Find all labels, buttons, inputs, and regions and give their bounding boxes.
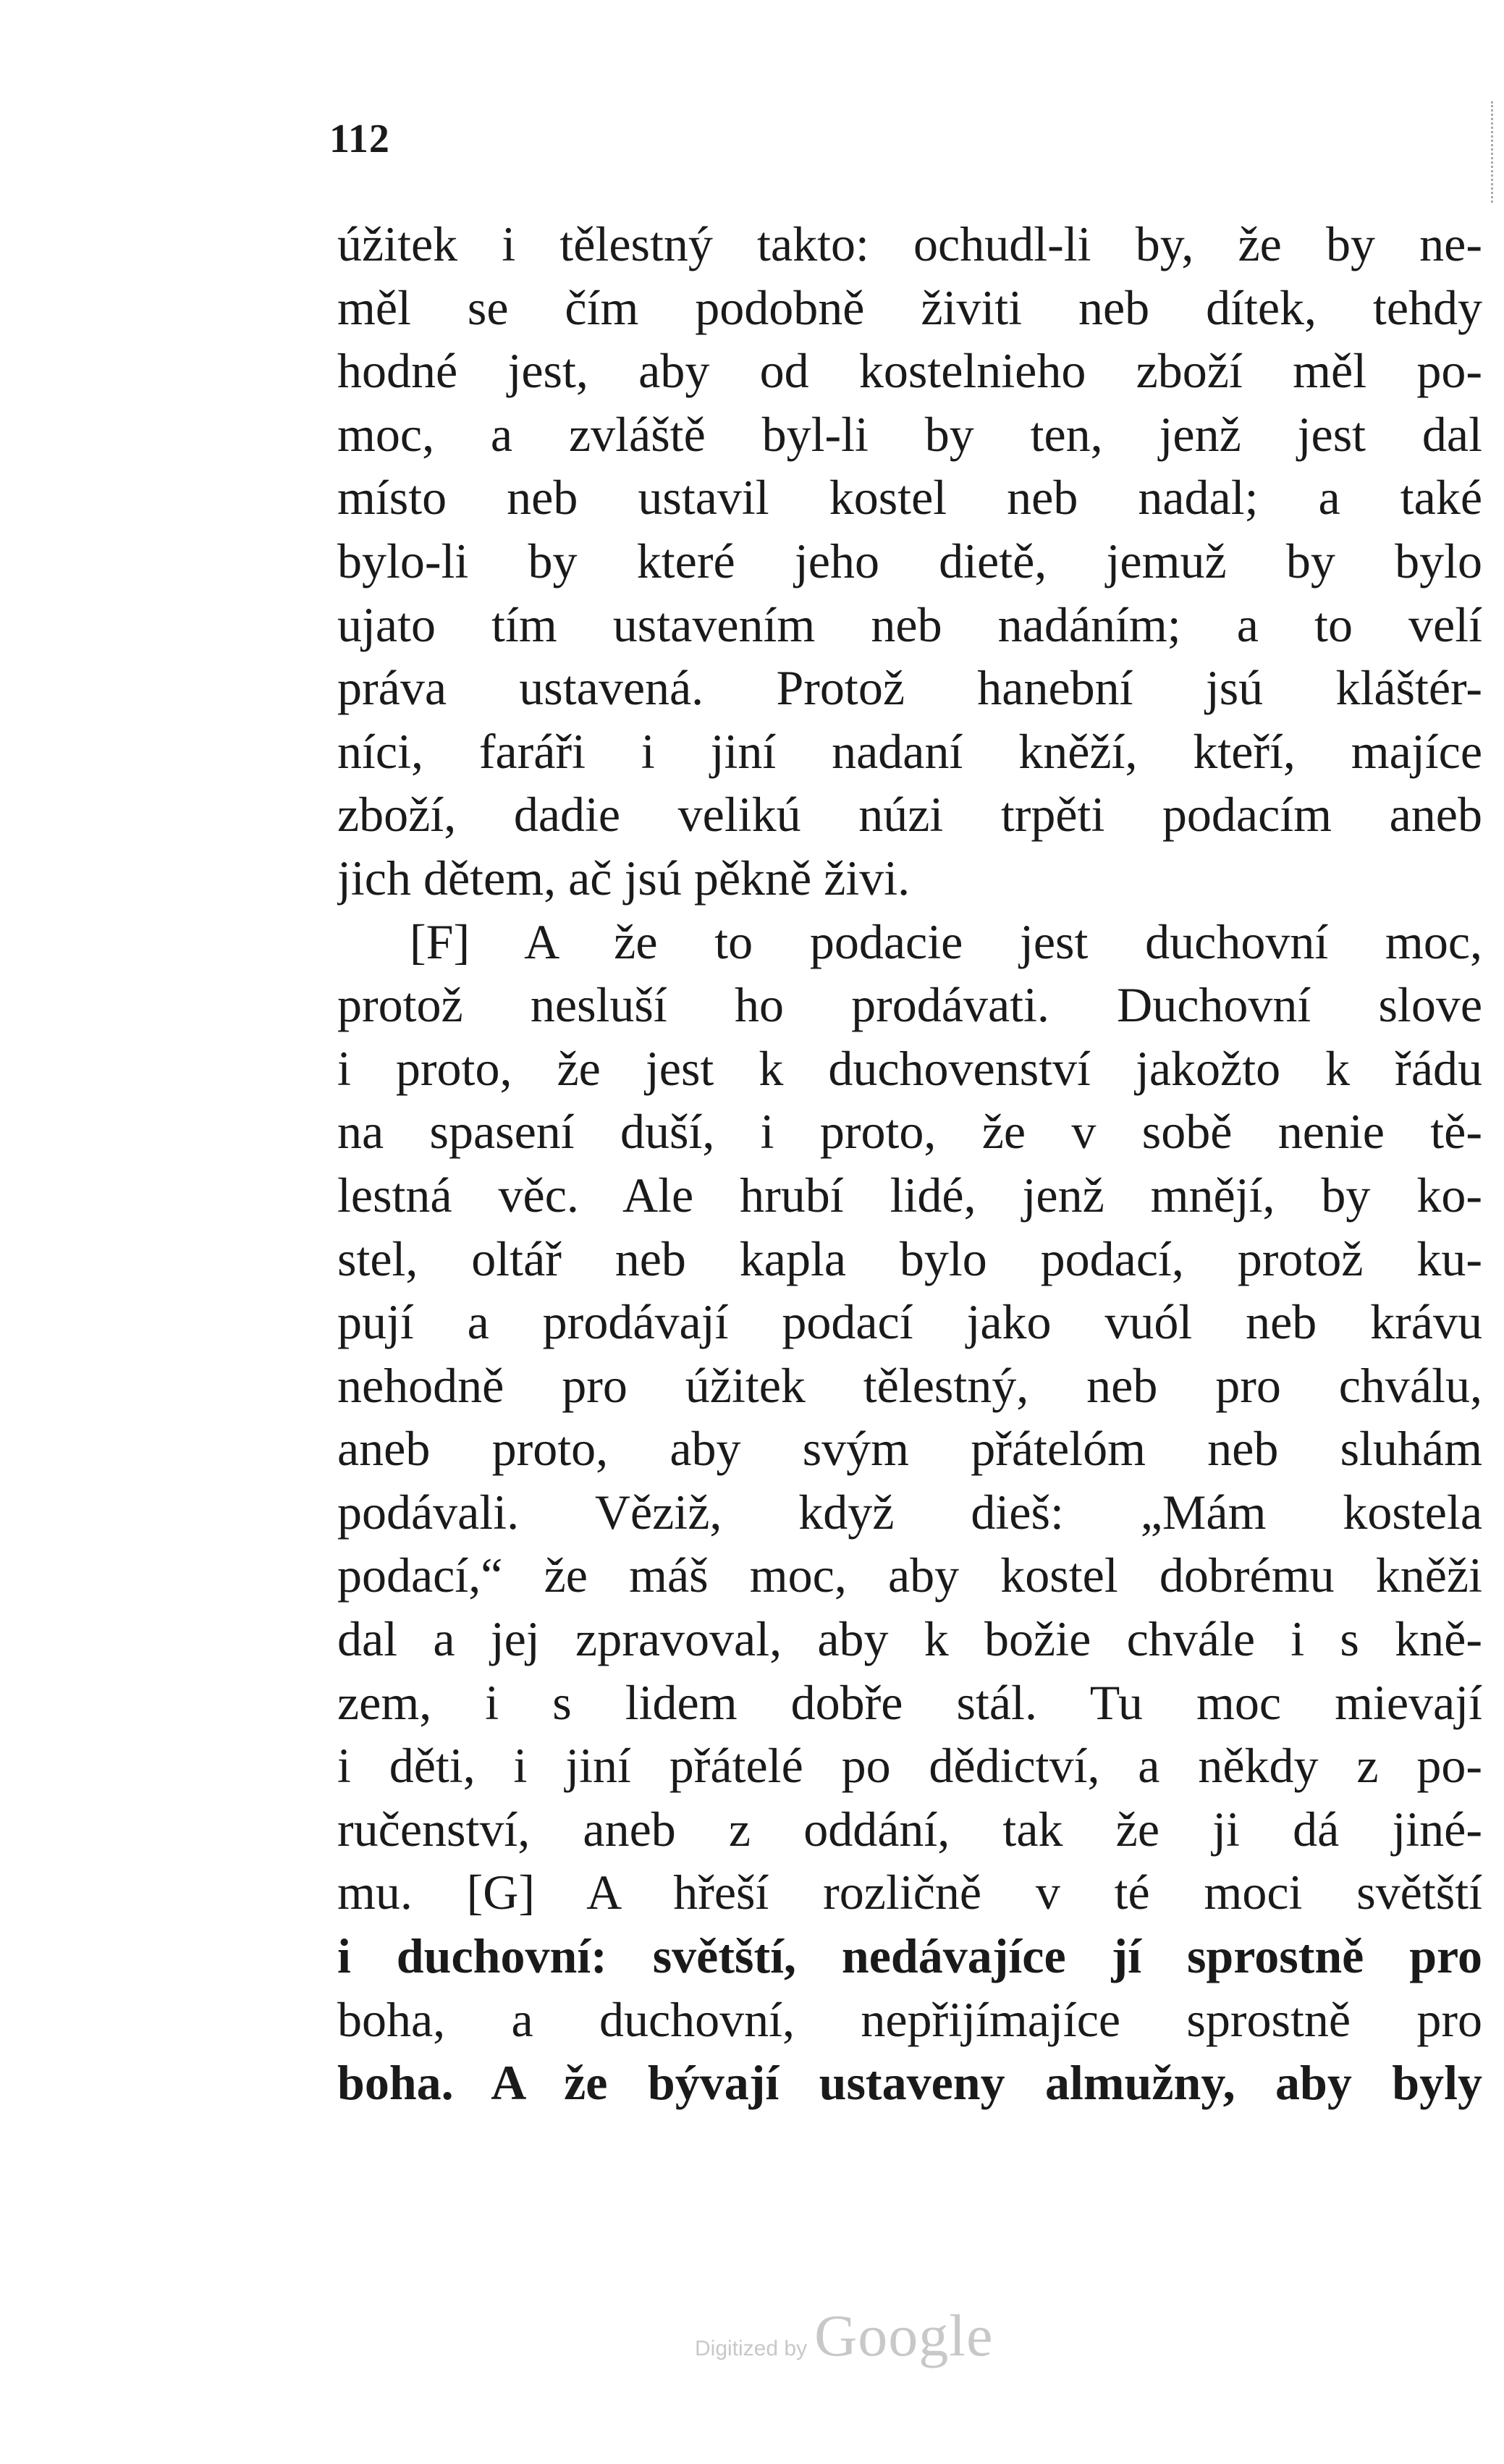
text-line: místo neb ustavil kostel neb nadal; a také <box>337 470 1482 526</box>
text-line: zboží, dadie velikú núzi trpěti podacím aneb <box>337 787 1482 843</box>
text-line: jich dětem, ač jsú pěkně živi. <box>337 850 911 906</box>
text-line: protož nesluší ho prodávati. Duchovní slove <box>337 977 1482 1033</box>
text-line: pují a prodávají podací jako vuól neb krávu <box>337 1294 1482 1350</box>
google-logo-text: Google <box>814 2303 994 2368</box>
text-line: stel, oltář neb kapla bylo podací, protož ku- <box>337 1231 1482 1286</box>
text-line: aneb proto, aby svým přátelóm neb sluhám <box>337 1421 1482 1477</box>
text-line: bylo-li by které jeho dietě, jemuž by bylo <box>337 533 1482 588</box>
text-line: lestná věc. Ale hrubí lidé, jenž mnějí, by ko- <box>337 1167 1482 1223</box>
page-number: 112 <box>329 117 390 161</box>
text-line: ručenství, aneb z oddání, tak že ji dá jiné- <box>337 1801 1482 1857</box>
text-line: níci, faráři i jiní nadaní kněží, kteří, majíce <box>337 723 1482 779</box>
text-line: měl se čím podobně živiti neb dítek, tehdy <box>337 279 1482 335</box>
text-line: moc, a zvláště byl-li by ten, jenž jest dal <box>337 406 1482 462</box>
text-line: práva ustavená. Protož hanební jsú kláštér- <box>337 660 1482 716</box>
digitized-by-google-watermark <box>695 2302 993 2370</box>
page-edge-marks <box>1491 101 1496 203</box>
text-line: [F] A že to podacie jest duchovní moc, <box>410 914 1482 969</box>
text-line: hodné jest, aby od kostelnieho zboží měl po- <box>337 343 1482 399</box>
body-text <box>337 213 1482 2115</box>
text-line: dal a jej zpravoval, aby k božie chvále i s kně- <box>337 1611 1482 1667</box>
digitized-by-label: Digitized by <box>695 2337 808 2360</box>
text-line: zem, i s lidem dobře stál. Tu moc mievají <box>337 1674 1482 1730</box>
text-line: ujato tím ustavením neb nadáním; a to velí <box>337 596 1482 652</box>
text-line: úžitek i tělestný takto: ochudl-li by, že by ne- <box>337 216 1482 271</box>
text-line: podací,“ že máš moc, aby kostel dobrému kněži <box>337 1548 1482 1603</box>
text-line: i duchovní: světští, nedávajíce jí sprostně pro <box>337 1928 1482 1984</box>
text-line: boha, a duchovní, nepřijímajíce sprostně pro <box>337 1991 1482 2047</box>
text-line: nehodně pro úžitek tělestný, neb pro chválu, <box>337 1357 1482 1413</box>
text-line: i děti, i jiní přátelé po dědictví, a někdy z po- <box>337 1738 1482 1794</box>
text-line: podávali. Věziž, když dieš: „Mám kostela <box>337 1484 1482 1540</box>
text-line: i proto, že jest k duchovenství jakožto k řádu <box>337 1040 1482 1096</box>
text-line: mu. [G] A hřeší rozličně v té moci světští <box>337 1865 1482 1920</box>
text-line: boha. A že bývají ustaveny almužny, aby byly <box>337 2055 1482 2111</box>
text-line: na spasení duší, i proto, že v sobě nenie tě- <box>337 1104 1482 1160</box>
